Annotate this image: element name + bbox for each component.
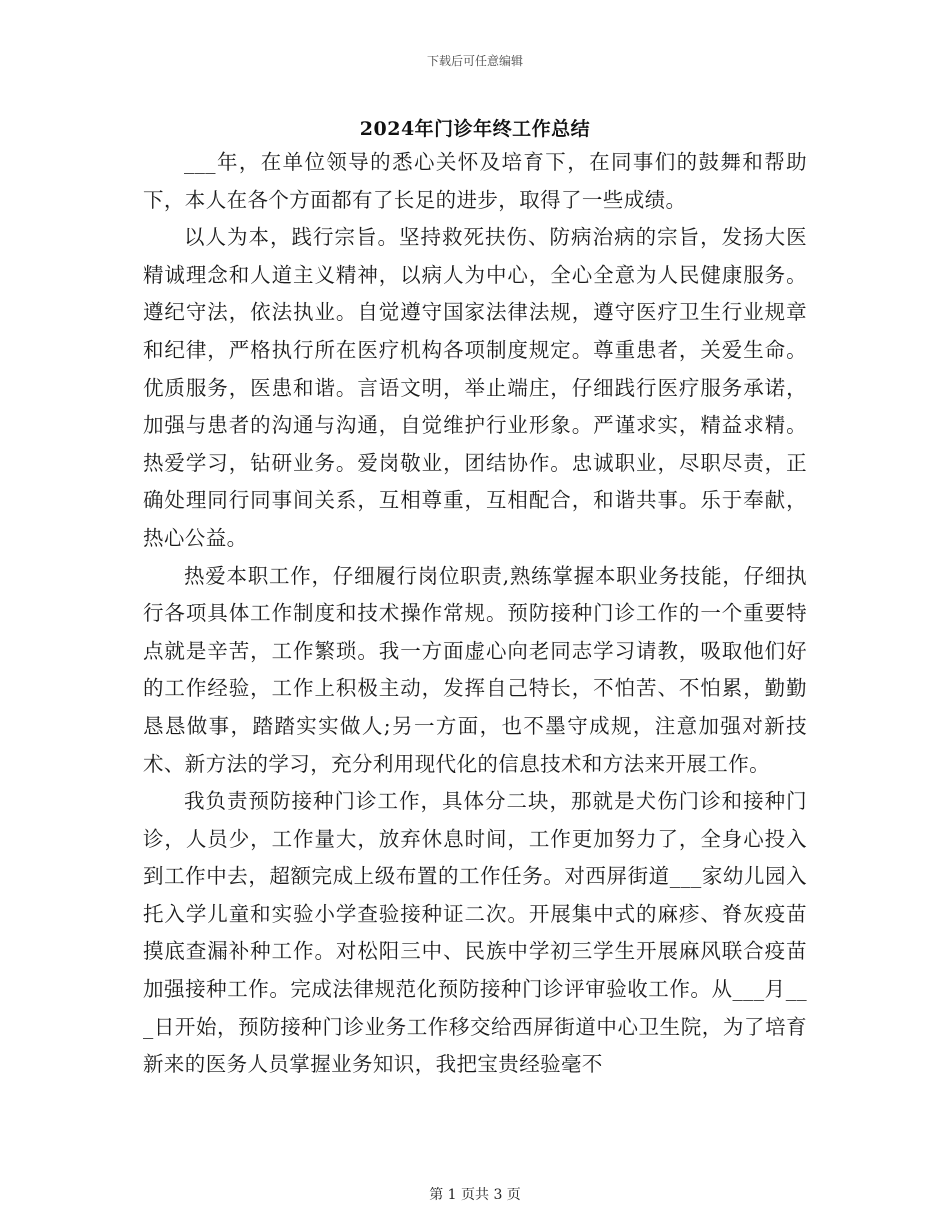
paragraph-2: 以人为本，践行宗旨。坚持救死扶伤、防病治病的宗旨，发扬大医精诚理念和人道主义精神，以病人为中心，全心全意为人民健康服务。遵纪守法，依法执业。自觉遵守国家法律法规，遵守医疗卫生行业规章和纪律，严格执行所在医疗机构各项制度规定。尊重患者，关爱生命。优质服务，医患和谐。言语文明，举止端庄，仔细践行医疗服务承诺，加强与患者的沟通与沟通，自觉维护行业形象。严谨求实，精益求精。热爱学习，钻研业务。爱岗敬业，团结协作。忠诚职业，尽职尽责，正确处理同行同事间关系，互相尊重，互相配合，和谐共事。乐于奉献，热心公益。 [143,225,807,550]
paragraph-4: 我负责预防接种门诊工作，具体分二块，那就是犬伤门诊和接种门诊，人员少，工作量大，放弃休息时间，工作更加努力了，全身心投入到工作中去，超额完成上级布置的工作任务。对西屏街道___家幼儿园入托入学儿童和实验小学查验接种证二次。开展集中式的麻疹、脊灰疫苗摸底查漏补种工作。对松阳三中、民族中学初三学生开展麻风联合疫苗加强接种工作。完成法律规范化预防接种门诊评审验收工作。从___月___日开始，预防接种门诊业务工作移交给西屏街道中心卫生院，为了培育新来的医务人员掌握业务知识，我把宝贵经验毫不 [143,789,807,1077]
paragraph-3: 热爱本职工作，仔细履行岗位职责,熟练掌握本职业务技能，仔细执行各项具体工作制度和技术操作常规。预防接种门诊工作的一个重要特点就是辛苦，工作繁琐。我一方面虚心向老同志学习请教，吸取他们好的工作经验，工作上积极主动，发挥自己特长，不怕苦、不怕累，勤勤恳恳做事，踏踏实实做人;另一方面，也不墨守成规，注意加强对新技术、新方法的学习，充分利用现代化的信息技术和方法来开展工作。 [143,563,807,776]
header-note: 下载后可任意编辑 [426,54,523,68]
document-title: 2024年门诊年终工作总结 [359,118,591,140]
document-body [143,144,807,1084]
paragraph-1: ___年，在单位领导的悉心关怀及培育下，在同事们的鼓舞和帮助下，本人在各个方面都有了长足的进步，取得了一些成绩。 [143,150,807,212]
page-number-footer: 第 1 页共 3 页 [429,1187,521,1203]
